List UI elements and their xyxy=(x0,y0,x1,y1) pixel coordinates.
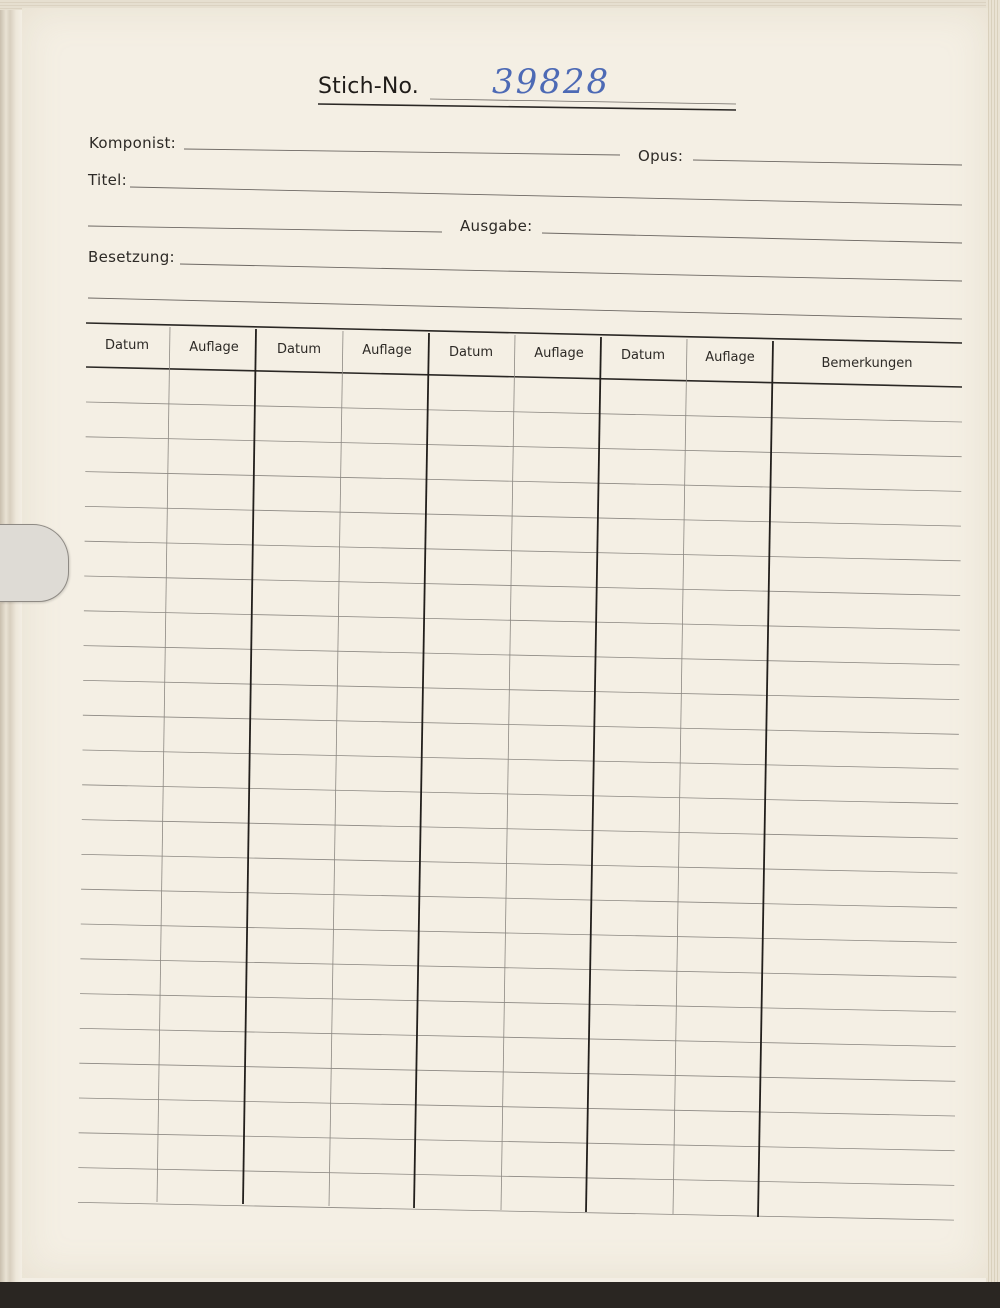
table-row-rule xyxy=(80,959,956,977)
besetzung-label: Besetzung: xyxy=(88,248,175,266)
titel-line xyxy=(130,187,962,205)
table-row-rule xyxy=(85,506,961,526)
table-top-rule xyxy=(86,323,962,343)
table-row-rule xyxy=(82,785,958,804)
column-header-auflage-1: Auflage xyxy=(189,340,239,355)
opus-label: Opus: xyxy=(638,147,684,165)
table-row-rule xyxy=(84,576,960,596)
table-column-rules xyxy=(157,327,773,1217)
blank-line-1 xyxy=(88,226,442,232)
stich-no-underline xyxy=(318,104,736,110)
stich-no-label: Stich-No. xyxy=(318,74,420,99)
table-group-divider xyxy=(243,329,256,1204)
table-row-rule xyxy=(81,889,957,908)
table-column-divider xyxy=(673,339,687,1214)
table-row-rule xyxy=(85,472,961,492)
column-header-datum-1: Datum xyxy=(105,338,149,353)
stich-no-underline-thin xyxy=(430,99,736,104)
column-header-datum-2: Datum xyxy=(277,342,321,357)
table-row-rule xyxy=(85,541,961,561)
table-row-rule xyxy=(79,1098,955,1116)
table-row-rule xyxy=(79,1063,955,1081)
table-row-rule xyxy=(82,820,958,839)
header-bottom-rule xyxy=(86,367,962,387)
table-row-rule xyxy=(86,437,962,457)
table-column-divider xyxy=(157,327,170,1202)
table-row-rule xyxy=(78,1202,954,1220)
ausgabe-label: Ausgabe: xyxy=(460,217,533,235)
table-row-rule xyxy=(83,750,959,769)
table-row-rule xyxy=(84,646,960,665)
column-header-datum-4: Datum xyxy=(621,348,665,363)
column-header-auflage-2: Auflage xyxy=(362,343,412,358)
titel-label: Titel: xyxy=(88,171,127,189)
table-row-rule xyxy=(80,994,956,1012)
column-header-auflage-3: Auflage xyxy=(534,346,584,361)
table-row-rule xyxy=(81,924,957,943)
table-group-divider xyxy=(586,337,601,1212)
table-row-rule xyxy=(84,611,960,630)
table-row-rule xyxy=(79,1133,955,1151)
table-row-rules xyxy=(78,402,962,1220)
table-row-rule xyxy=(83,680,959,699)
table-column-divider xyxy=(329,331,343,1206)
column-header-auflage-4: Auflage xyxy=(705,350,755,365)
table-group-divider xyxy=(414,333,429,1208)
blank-line-2 xyxy=(88,298,962,319)
ausgabe-line xyxy=(542,233,962,243)
komponist-line xyxy=(184,149,620,155)
table-column-divider xyxy=(501,335,515,1210)
table-row-rule xyxy=(80,1028,956,1046)
besetzung-line xyxy=(180,264,962,281)
table-row-rule xyxy=(86,402,962,422)
table-row-rule xyxy=(78,1168,954,1186)
opus-line xyxy=(693,160,962,165)
komponist-label: Komponist: xyxy=(89,134,177,152)
stich-no-value[interactable]: 39828 xyxy=(492,62,611,102)
table-row-rule xyxy=(83,715,959,734)
column-header-datum-3: Datum xyxy=(449,345,493,360)
table-row-rule xyxy=(81,854,957,873)
table-group-divider xyxy=(758,341,773,1217)
column-header-bemerkungen: Bemerkungen xyxy=(821,356,913,371)
